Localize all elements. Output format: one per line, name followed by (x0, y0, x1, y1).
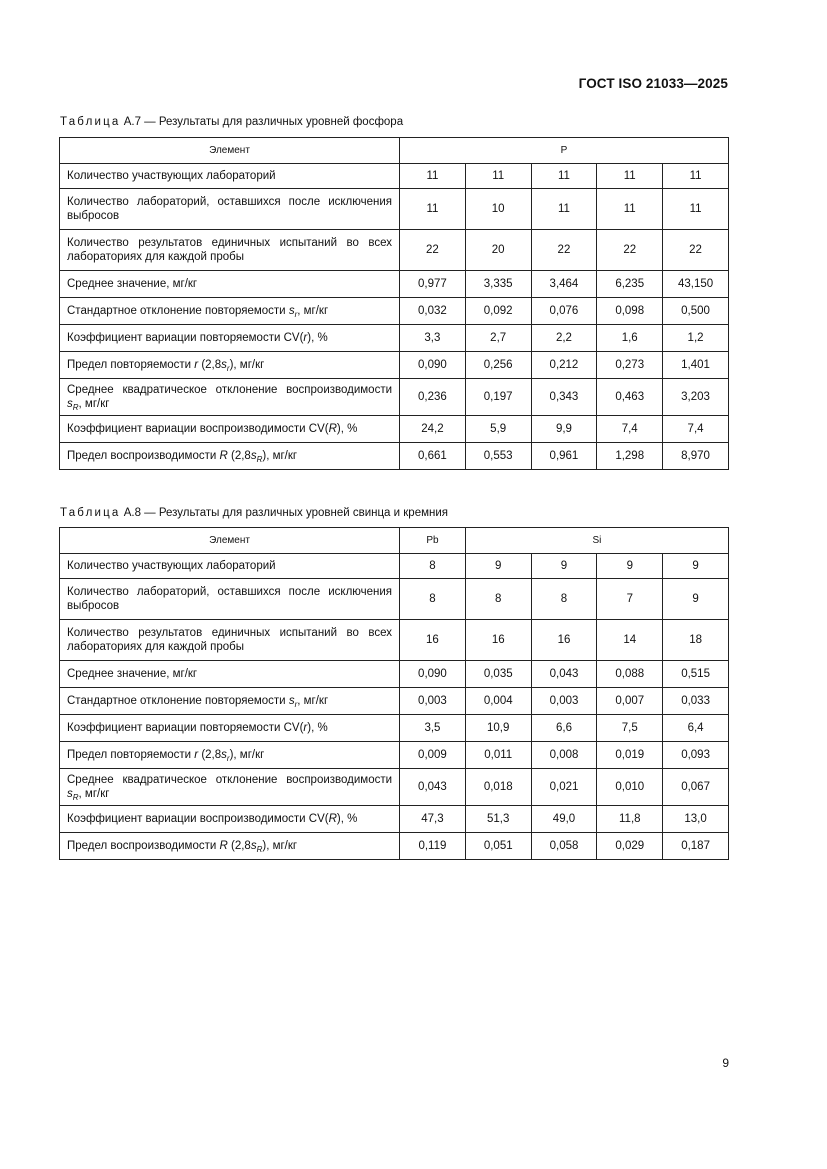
table-cell: 1,2 (663, 325, 729, 352)
table-a8 (59, 527, 729, 860)
table-cell: 10 (465, 189, 531, 230)
table-cell: 3,335 (465, 271, 531, 298)
table-cell: 9,9 (531, 416, 597, 443)
table-cell: 1,298 (597, 443, 663, 470)
table-cell: 6,235 (597, 271, 663, 298)
table-cell: 1,401 (663, 352, 729, 379)
table-cell: 0,256 (465, 352, 531, 379)
table-cell: 7,4 (597, 416, 663, 443)
row-label: Предел воспроизводимости R $(2,8s_R)$, мг/кг (60, 443, 400, 470)
table-cell: 0,553 (465, 443, 531, 470)
table-cell: 6,6 (531, 715, 597, 742)
table-cell: 8 (400, 554, 466, 579)
table-cell: 0,273 (597, 352, 663, 379)
table-row (60, 352, 729, 379)
table-row (60, 833, 729, 860)
table-row (60, 688, 729, 715)
row-label: Количество лабораторий, оставшихся после исключения выбросов (60, 189, 400, 230)
table-cell: 0,018 (465, 769, 531, 806)
row-label: Предел повторяемости r $(2,8s_r)$, мг/кг (60, 352, 400, 379)
table-a8-caption-word: Таблица (60, 507, 121, 519)
table-cell: 43,150 (663, 271, 729, 298)
table-cell: 24,2 (400, 416, 466, 443)
row-label: Среднее значение, мг/кг (60, 271, 400, 298)
row-label: Стандартное отклонение повторяемости $s_r$, мг/кг (60, 688, 400, 715)
table-cell: 0,033 (663, 688, 729, 715)
table-cell: 20 (465, 230, 531, 271)
table-cell: 47,3 (400, 806, 466, 833)
table-cell: 0,076 (531, 298, 597, 325)
table-row (60, 579, 729, 620)
table-row (60, 443, 729, 470)
table-row (60, 742, 729, 769)
page-number: 9 (722, 1056, 729, 1070)
row-label: Коэффициент вариации повторяемости CV(r), % (60, 715, 400, 742)
table-a7-head-group: P (400, 138, 729, 164)
table-cell: 0,009 (400, 742, 466, 769)
table-cell: 16 (465, 620, 531, 661)
table-a7-body (60, 164, 729, 470)
table-a8-head-group-pb: Pb (400, 528, 466, 554)
row-label: Предел повторяемости r $(2,8s_r)$, мг/кг (60, 742, 400, 769)
table-cell: 0,088 (597, 661, 663, 688)
table-cell: 0,500 (663, 298, 729, 325)
table-cell: 0,029 (597, 833, 663, 860)
table-cell: 9 (663, 579, 729, 620)
table-cell: 0,661 (400, 443, 466, 470)
row-label: Стандартное отклонение повторяемости $s_r$, мг/кг (60, 298, 400, 325)
table-a7-caption (60, 116, 403, 128)
table-cell: 0,090 (400, 661, 466, 688)
table-cell: 0,343 (531, 379, 597, 416)
table-cell: 7,5 (597, 715, 663, 742)
table-a8-caption-text: А.8 — Результаты для различных уровней свинца и кремния (123, 507, 448, 519)
table-row (60, 271, 729, 298)
table-cell: 0,212 (531, 352, 597, 379)
table-cell: 11 (400, 164, 466, 189)
table-cell: 6,4 (663, 715, 729, 742)
row-label: Количество результатов единичных испытаний во всех лабораториях для каждой пробы (60, 620, 400, 661)
table-cell: 7,4 (663, 416, 729, 443)
table-cell: 11 (663, 164, 729, 189)
table-cell: 8 (531, 579, 597, 620)
table-cell: 13,0 (663, 806, 729, 833)
table-a8-caption (60, 507, 448, 519)
table-cell: 11 (663, 189, 729, 230)
table-cell: 11 (597, 164, 663, 189)
table-cell: 22 (400, 230, 466, 271)
table-cell: 8 (465, 579, 531, 620)
row-label: Среднее квадратическое отклонение воспроизводимости $s_R$, мг/кг (60, 379, 400, 416)
table-cell: 8 (400, 579, 466, 620)
table-cell: 7 (597, 579, 663, 620)
table-cell: 0,032 (400, 298, 466, 325)
table-row (60, 230, 729, 271)
table-cell: 49,0 (531, 806, 597, 833)
table-cell: 0,058 (531, 833, 597, 860)
table-cell: 0,004 (465, 688, 531, 715)
table-cell: 0,236 (400, 379, 466, 416)
table-cell: 22 (531, 230, 597, 271)
table-cell: 0,051 (465, 833, 531, 860)
table-a8-head-group-si: Si (465, 528, 728, 554)
table-row (60, 806, 729, 833)
table-cell: 3,3 (400, 325, 466, 352)
table-cell: 9 (465, 554, 531, 579)
table-a7-head-element: Элемент (60, 138, 400, 164)
table-cell: 0,003 (400, 688, 466, 715)
table-cell: 9 (663, 554, 729, 579)
table-cell: 0,093 (663, 742, 729, 769)
table-cell: 9 (531, 554, 597, 579)
table-cell: 5,9 (465, 416, 531, 443)
row-label: Коэффициент вариации воспроизводимости CV(R), % (60, 806, 400, 833)
table-cell: 3,203 (663, 379, 729, 416)
table-cell: 0,187 (663, 833, 729, 860)
table-row (60, 620, 729, 661)
table-row (60, 164, 729, 189)
table-cell: 18 (663, 620, 729, 661)
table-cell: 16 (531, 620, 597, 661)
table-cell: 22 (597, 230, 663, 271)
table-cell: 0,043 (400, 769, 466, 806)
table-cell: 51,3 (465, 806, 531, 833)
table-cell: 0,010 (597, 769, 663, 806)
row-label: Коэффициент вариации воспроизводимости CV(R), % (60, 416, 400, 443)
table-row (60, 298, 729, 325)
table-cell: 11,8 (597, 806, 663, 833)
table-cell: 0,019 (597, 742, 663, 769)
table-row (60, 769, 729, 806)
row-label: Количество лабораторий, оставшихся после исключения выбросов (60, 579, 400, 620)
row-label: Коэффициент вариации повторяемости CV(r), % (60, 325, 400, 352)
table-a7-caption-text: А.7 — Результаты для различных уровней фосфора (123, 116, 404, 128)
table-row (60, 715, 729, 742)
table-cell: 10,9 (465, 715, 531, 742)
table-cell: 0,092 (465, 298, 531, 325)
table-cell: 11 (400, 189, 466, 230)
table-cell: 14 (597, 620, 663, 661)
table-cell: 0,008 (531, 742, 597, 769)
table-cell: 0,463 (597, 379, 663, 416)
row-label: Среднее квадратическое отклонение воспроизводимости $s_R$, мг/кг (60, 769, 400, 806)
table-a8-body (60, 554, 729, 860)
table-cell: 2,7 (465, 325, 531, 352)
table-cell: 0,035 (465, 661, 531, 688)
table-cell: 0,021 (531, 769, 597, 806)
table-a8-head-element: Элемент (60, 528, 400, 554)
table-cell: 0,003 (531, 688, 597, 715)
table-cell: 11 (531, 189, 597, 230)
table-row (60, 325, 729, 352)
table-cell: 1,6 (597, 325, 663, 352)
table-cell: 9 (597, 554, 663, 579)
table-cell: 0,043 (531, 661, 597, 688)
table-cell: 2,2 (531, 325, 597, 352)
table-cell: 0,067 (663, 769, 729, 806)
table-cell: 0,007 (597, 688, 663, 715)
table-a7 (59, 137, 729, 470)
row-label: Количество результатов единичных испытаний во всех лабораториях для каждой пробы (60, 230, 400, 271)
table-cell: 0,961 (531, 443, 597, 470)
table-cell: 0,119 (400, 833, 466, 860)
table-cell: 0,011 (465, 742, 531, 769)
table-cell: 0,197 (465, 379, 531, 416)
row-label: Количество участвующих лабораторий (60, 554, 400, 579)
document-header: ГОСТ ISO 21033—2025 (578, 76, 728, 91)
table-cell: 3,5 (400, 715, 466, 742)
table-cell: 8,970 (663, 443, 729, 470)
table-cell: 22 (663, 230, 729, 271)
table-row (60, 416, 729, 443)
table-cell: 0,090 (400, 352, 466, 379)
table-cell: 0,515 (663, 661, 729, 688)
row-label: Среднее значение, мг/кг (60, 661, 400, 688)
table-row (60, 661, 729, 688)
row-label: Предел воспроизводимости R $(2,8s_R)$, мг/кг (60, 833, 400, 860)
table-cell: 11 (465, 164, 531, 189)
table-row (60, 554, 729, 579)
table-cell: 0,977 (400, 271, 466, 298)
table-cell: 11 (597, 189, 663, 230)
table-a7-caption-word: Таблица (60, 116, 121, 128)
table-row (60, 379, 729, 416)
row-label: Количество участвующих лабораторий (60, 164, 400, 189)
table-cell: 3,464 (531, 271, 597, 298)
table-cell: 0,098 (597, 298, 663, 325)
table-row (60, 189, 729, 230)
table-cell: 16 (400, 620, 466, 661)
table-cell: 11 (531, 164, 597, 189)
